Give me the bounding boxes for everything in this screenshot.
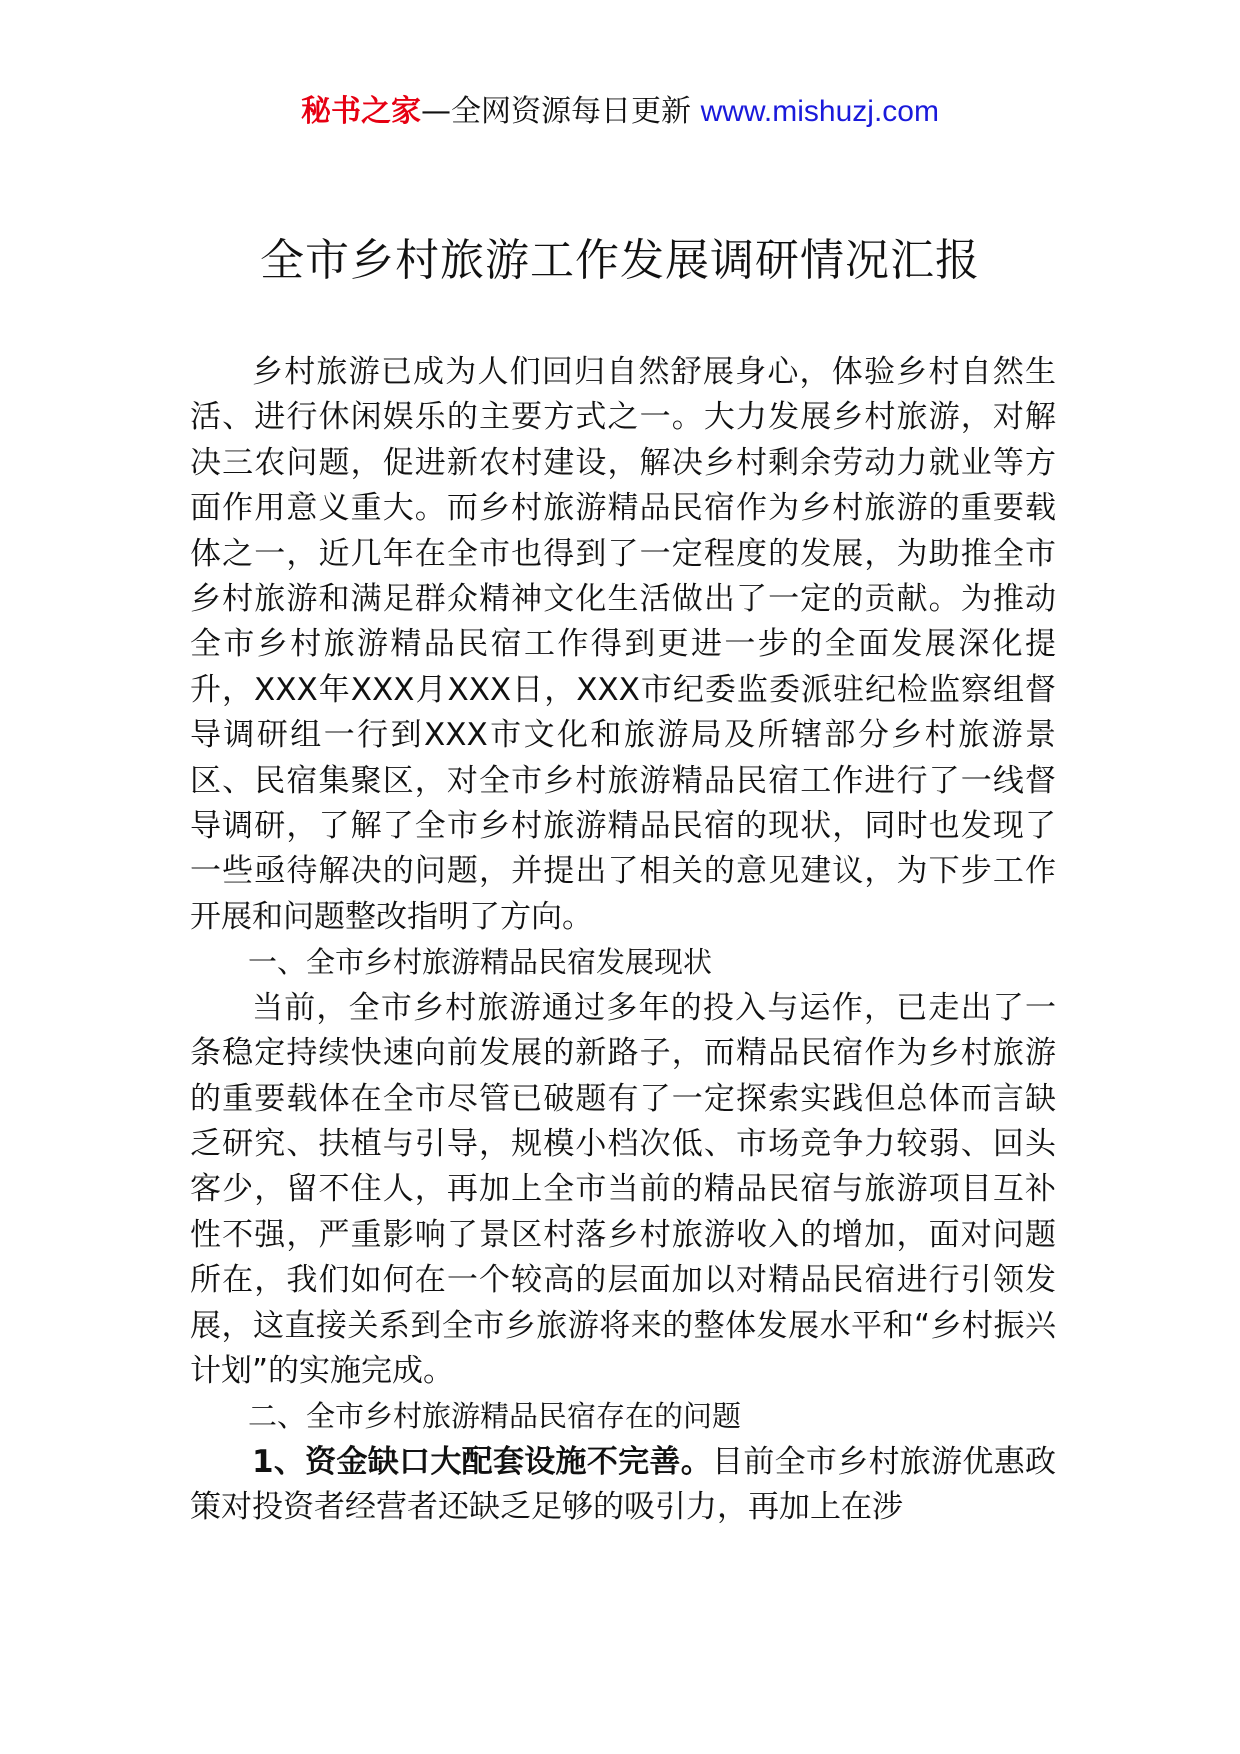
document-body <box>190 350 1056 1531</box>
problem-item-1 <box>190 1440 1056 1531</box>
site-banner <box>0 92 1240 132</box>
document-title: 全市乡村旅游工作发展调研情况汇报 <box>260 235 980 286</box>
banner-tagline: —全网资源每日更新 <box>421 94 692 129</box>
section-status-paragraph: 当前，全市乡村旅游通过多年的投入与运作，已走出了一条稳定持续快速向前发展的新路子，而精品民宿作为乡村旅游的重要载体在全市尽管已破题有了一定探索实践但总体而言缺乏研究、扶植与引导，规模小档次低、市场竞争力较弱、回头客少，留不住人，再加上全市当前的精品民宿与旅游项目互补性不强，严重影响了景区村落乡村旅游收入的增加，面对问题所在，我们如何在一个较高的层面加以对精品民宿进行引领发展，这直接关系到全市乡旅游将来的整体发展水平和“乡村振兴计划”的实施完成。 <box>190 989 1056 1389</box>
problem-item-1-lead: 1、资金缺口大配套设施不完善。 <box>252 1443 713 1480</box>
section-heading-status: 一、全市乡村旅游精品民宿发展现状 <box>248 945 713 980</box>
site-url-link[interactable]: www.mishuzj.com <box>700 95 939 128</box>
problem-item-1-text: 目前全市乡村旅游优惠政策对投资者经营者还缺乏足够的吸引力，再加上在涉 <box>190 1443 1056 1526</box>
section-heading-problems: 二、全市乡村旅游精品民宿存在的问题 <box>248 1399 742 1434</box>
brand-name: 秘书之家 <box>301 94 422 129</box>
intro-paragraph: 乡村旅游已成为人们回归自然舒展身心，体验乡村自然生活、进行休闲娱乐的主要方式之一。大力发展乡村旅游，对解决三农问题，促进新农村建设，解决乡村剩余劳动力就业等方面作用意义重大。而乡村旅游精品民宿作为乡村旅游的重要载体之一，近几年在全市也得到了一定程度的发展，为助推全市乡村旅游和满足群众精神文化生活做出了一定的贡献。为推动全市乡村旅游精品民宿工作得到更进一步的全面发展深化提升，XXX年XXX月XXX日，XXX市纪委监委派驻纪检监察组督导调研组一行到XXX市文化和旅游局及所辖部分乡村旅游景区、民宿集聚区，对全市乡村旅游精品民宿工作进行了一线督导调研，了解了全市乡村旅游精品民宿的现状，同时也发现了一些亟待解决的问题，并提出了相关的意见建议，为下步工作开展和问题整改指明了方向。 <box>190 354 1056 935</box>
